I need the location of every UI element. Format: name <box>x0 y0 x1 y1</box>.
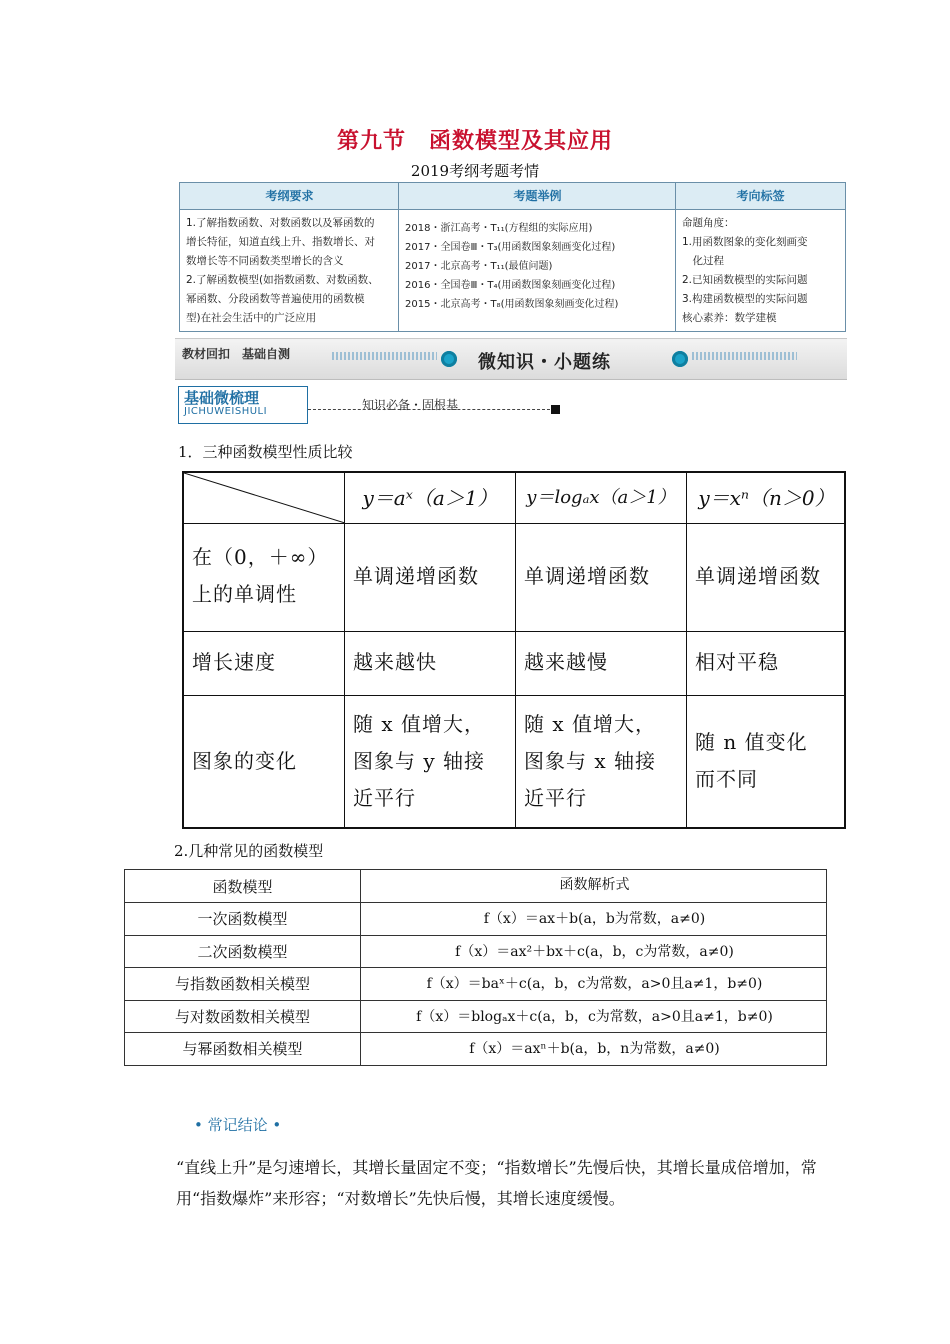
col-header-exponential: y＝aˣ（a＞1） <box>362 486 498 510</box>
outline-header-requirements: 考纲要求 <box>180 183 399 210</box>
cell-monotonicity-power: 单调递增函数 <box>695 564 821 588</box>
comparison-table <box>182 471 846 829</box>
model-name: 二次函数模型 <box>197 943 288 961</box>
conclusion-text: “直线上升”是匀速增长，其增长量固定不变；“指数增长”先慢后快，其增长量成倍增加，常用“指数爆炸”来形容；“对数增长”先快后慢，其增长速度缓慢。 <box>176 1158 817 1208</box>
outline-examples: 2018・浙江高考・T₁₁(方程组的实际应用) 2017・全国卷Ⅲ・T₃(用函数图象刻画变化过程) 2017・北京高考・T₁₁(最值问题) 2016・全国卷Ⅲ・T₄(用函数图象刻画变化过程) 2015・北京高考・T₈(用函数图象刻画变化过程) <box>405 223 619 310</box>
section-pinyin: JICHUWEISHULI <box>184 406 268 417</box>
col-header-power: y＝xⁿ（n＞0） <box>698 486 835 510</box>
cell-graph-power: 随 n 值变化 而不同 <box>695 730 808 791</box>
section-title: 基础微梳理 <box>184 389 260 407</box>
banner-title: 微知识・小题练 <box>478 352 611 373</box>
model-name: 与幂函数相关模型 <box>182 1040 303 1058</box>
conclusion-heading: • 常记结论 • <box>194 1116 282 1134</box>
banner-dot-icon <box>672 351 688 367</box>
outline-requirements: 1.了解指数函数、对数函数以及幂函数的 增长特征，知道直线上升、指数增长、对 数增长等不同函数类型增长的含义 2.了解函数模型(如指数函数、对数函数、 幂函数、分段函数等普遍使用的函数模 型)在社会生活中的广泛应用 <box>186 217 379 324</box>
cell-monotonicity-exp: 单调递增函数 <box>353 564 479 588</box>
models-header-formula: 函数解析式 <box>559 877 630 893</box>
model-formula: f（x）＝baˣ＋c(a，b，c为常数，a>0且a≠1，b≠0) <box>426 976 763 992</box>
models-table <box>124 869 827 1066</box>
section-subtitle: 知识必备・固根基 <box>362 398 459 412</box>
outline-header-tags: 考向标签 <box>676 183 845 210</box>
model-name: 与对数函数相关模型 <box>174 1008 310 1026</box>
cell-graph-log: 随 x 值增大， 图象与 x 轴接 近平行 <box>524 712 656 810</box>
outline-tags: 命题角度： 1.用函数图象的变化刻画变 化过程 2.已知函数模型的实际问题 3.构建函数模型的实际问题 核心素养：数学建模 <box>682 217 808 324</box>
banner-dot-icon <box>441 351 457 367</box>
model-formula: f（x）＝ax＋b(a，b为常数，a≠0) <box>483 911 706 927</box>
heading-models: 2.几种常见的函数模型 <box>174 842 324 860</box>
cell-growth-power: 相对平稳 <box>695 650 779 674</box>
model-formula: f（x）＝ax²＋bx＋c(a，b，c为常数，a≠0) <box>455 944 734 960</box>
row-label-monotonicity: 在（0，＋∞） 上的单调性 <box>192 545 329 606</box>
cell-growth-exp: 越来越快 <box>353 650 437 674</box>
banner-dots-right <box>692 352 797 360</box>
page-subtitle: 2019考纲考题考情 <box>410 162 540 180</box>
model-formula: f（x）＝axⁿ＋b(a，b，n为常数，a≠0) <box>469 1041 720 1057</box>
cell-growth-log: 越来越慢 <box>524 650 608 674</box>
cell-graph-exp: 随 x 值增大， 图象与 y 轴接 近平行 <box>353 712 486 810</box>
model-formula: f（x）＝blogₐx＋c(a，b，c为常数，a>0且a≠1，b≠0) <box>416 1009 773 1025</box>
heading-comparison: 1．三种函数模型性质比较 <box>178 443 353 461</box>
diagonal-header-line <box>184 473 345 523</box>
models-header-model: 函数模型 <box>212 878 273 896</box>
cell-monotonicity-log: 单调递增函数 <box>524 564 650 588</box>
exam-outline-table <box>179 182 846 332</box>
banner-dots-left <box>332 352 437 360</box>
section-end-square <box>551 405 560 414</box>
model-name: 一次函数模型 <box>197 910 288 928</box>
model-name: 与指数函数相关模型 <box>174 975 310 993</box>
row-label-graph-change: 图象的变化 <box>192 749 297 773</box>
row-label-growth-speed: 增长速度 <box>192 650 276 674</box>
col-header-logarithmic: y＝logₐx（a＞1） <box>526 487 676 508</box>
banner-left-label: 教材回扣 基础自测 <box>182 347 291 361</box>
page-title: 第九节 函数模型及其应用 <box>336 128 613 154</box>
section-divider <box>308 409 550 410</box>
outline-header-examples: 考题举例 <box>399 183 676 210</box>
